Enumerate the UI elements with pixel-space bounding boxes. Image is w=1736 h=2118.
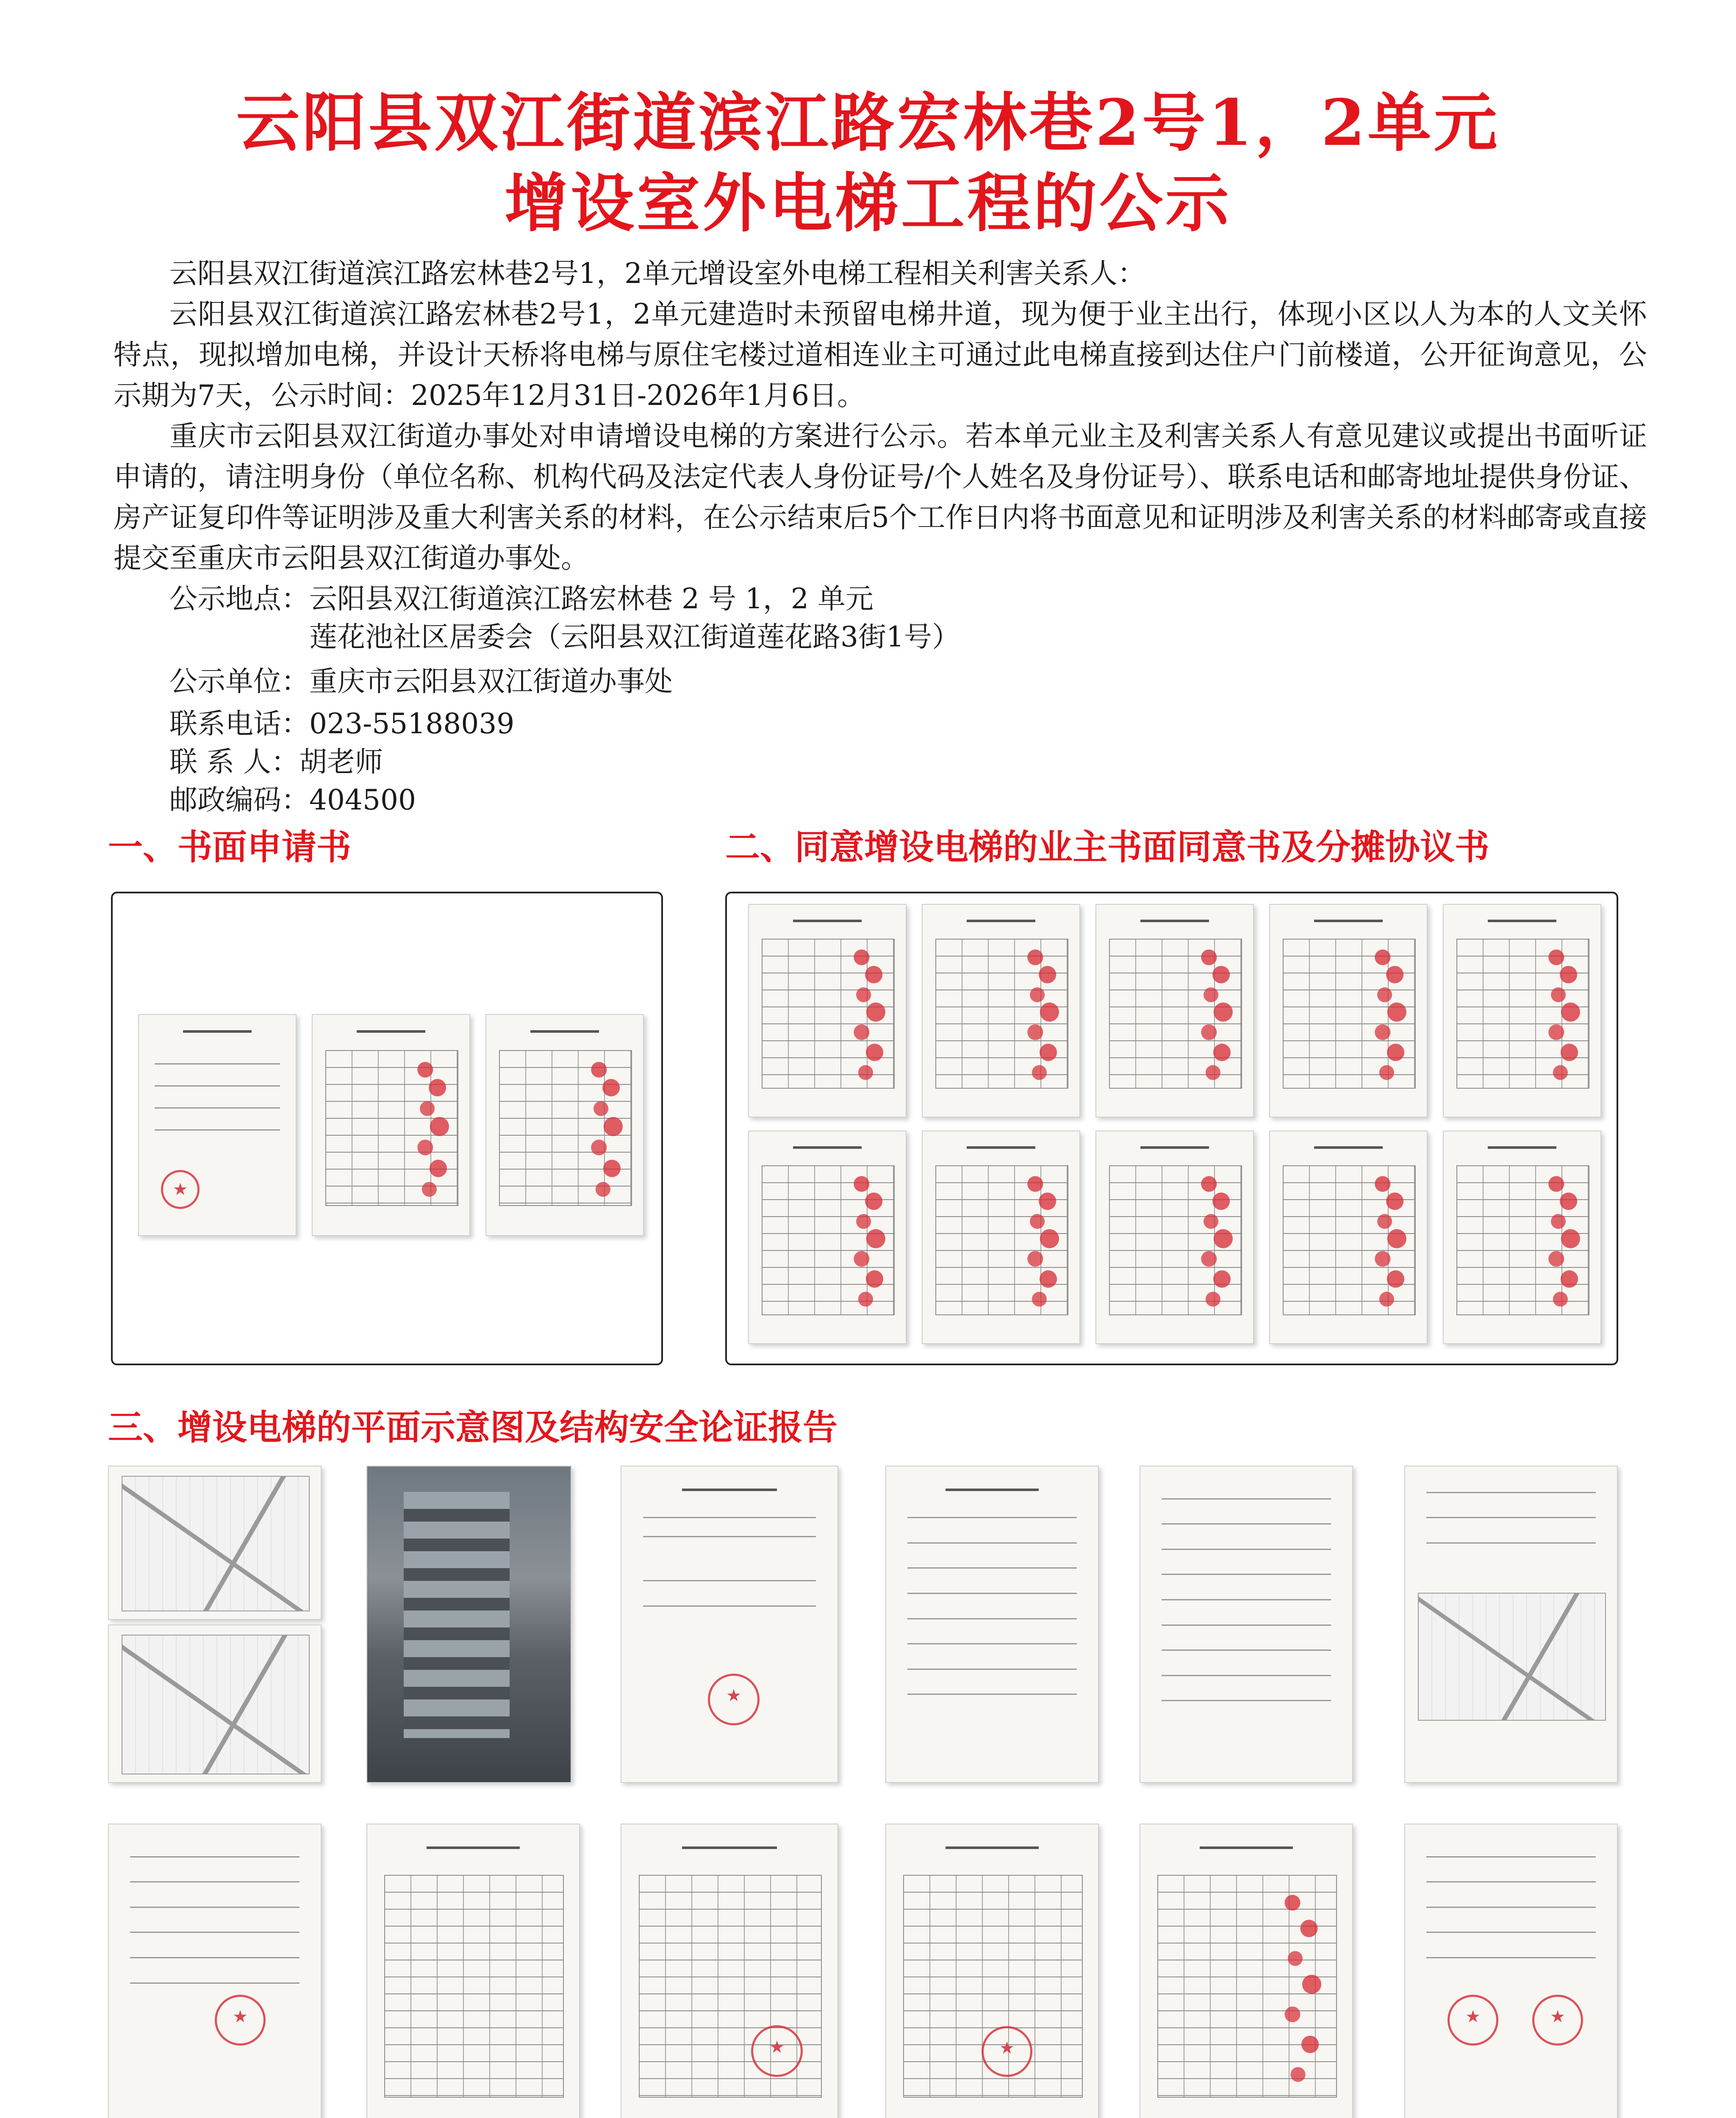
consent-doc-9 bbox=[1269, 1131, 1428, 1344]
info-phone-row bbox=[169, 705, 514, 743]
page-title-line-1: 云阳县双江街道滨江路宏林巷2号1，2单元 bbox=[236, 86, 1500, 160]
consent-doc-2 bbox=[922, 904, 1080, 1117]
info-location-label: 公示地点： bbox=[169, 582, 309, 615]
consent-doc-8 bbox=[1095, 1131, 1254, 1344]
info-phone: 023-55188039 bbox=[309, 707, 515, 740]
notice-addressee: 云阳县双江街道滨江路宏林巷2号1，2单元增设室外电梯工程相关利害关系人： bbox=[169, 257, 1145, 290]
info-phone-label: 联系电话： bbox=[169, 707, 309, 740]
application-frame bbox=[111, 892, 663, 1365]
info-unit-row bbox=[169, 663, 673, 700]
info-postcode-row bbox=[169, 782, 416, 819]
application-doc-3 bbox=[485, 1014, 644, 1236]
page-title-line-2: 增设室外电梯工程的公示 bbox=[504, 166, 1231, 241]
consent-doc-3 bbox=[1095, 904, 1254, 1117]
info-contact-label: 联 系 人： bbox=[169, 746, 299, 778]
report-page-4 bbox=[108, 1824, 322, 2118]
consent-doc-6 bbox=[748, 1131, 907, 1344]
report-page-3 bbox=[1404, 1466, 1618, 1783]
consent-doc-5 bbox=[1443, 904, 1601, 1117]
info-location-row bbox=[169, 580, 874, 618]
info-contact: 胡老师 bbox=[299, 746, 383, 778]
info-unit-label: 公示单位： bbox=[169, 665, 309, 698]
building-photo bbox=[366, 1466, 571, 1783]
consent-doc-10 bbox=[1443, 1131, 1601, 1344]
notice-paragraph-1: 云阳县双江街道滨江路宏林巷2号1，2单元建造时未预留电梯井道，现为便于业主出行，体现小区以人为本的人文关怀特点，现拟增加电梯，并设计天桥将电梯与原住宅楼过道相连业主可通过此电梯直接到达住户门前楼道，公开征询意见，公示期为7天，公示时间：2025年12月31日-2026年1月6日。 bbox=[114, 298, 1647, 412]
report-page-8 bbox=[1140, 1824, 1353, 2118]
report-page-5 bbox=[366, 1824, 580, 2118]
notice-paragraph-2: 重庆市云阳县双江街道办事处对申请增设电梯的方案进行公示。若本单元业主及利害关系人有意见建议或提出书面听证申请的，请注明身份（单位名称、机构代码及法定代表人身份证号/个人姓名及身份证号）、联系电话和邮寄地址提供身份证、房产证复印件等证明涉及重大利害关系的材料，在公示结束后5个工作日内将书面意见和证明涉及利害关系的材料邮寄或直接提交至重庆市云阳县双江街道办事处。 bbox=[114, 420, 1647, 574]
report-page-6 bbox=[621, 1824, 838, 2118]
consent-doc-7 bbox=[922, 1131, 1080, 1344]
report-page-2 bbox=[1140, 1466, 1353, 1783]
info-postcode: 404500 bbox=[309, 784, 416, 816]
info-contact-row bbox=[169, 743, 383, 781]
info-location-1: 云阳县双江街道滨江路宏林巷 2 号 1，2 单元 bbox=[309, 582, 874, 615]
info-location-2: 莲花池社区居委会（云阳县双江街道莲花路3街1号） bbox=[309, 621, 960, 653]
section-heading-consent: 二、同意增设电梯的业主书面同意书及分摊协议书 bbox=[725, 827, 1490, 868]
application-doc-2 bbox=[312, 1014, 470, 1236]
info-postcode-label: 邮政编码： bbox=[169, 784, 309, 816]
application-doc-1 bbox=[138, 1014, 297, 1236]
report-cover bbox=[621, 1466, 838, 1783]
report-page-9 bbox=[1404, 1824, 1618, 2118]
site-plan-2 bbox=[108, 1625, 322, 1783]
report-page-7 bbox=[885, 1824, 1099, 2118]
notice-body bbox=[114, 253, 1647, 579]
info-unit: 重庆市云阳县双江街道办事处 bbox=[309, 665, 673, 698]
section-heading-plan-report: 三、增设电梯的平面示意图及结构安全论证报告 bbox=[108, 1408, 838, 1448]
report-page-1 bbox=[885, 1466, 1099, 1783]
site-plan-1 bbox=[108, 1466, 322, 1620]
consent-frame bbox=[725, 892, 1618, 1365]
consent-doc-4 bbox=[1269, 904, 1428, 1117]
consent-doc-1 bbox=[748, 904, 907, 1117]
section-heading-application: 一、书面申请书 bbox=[108, 827, 352, 868]
